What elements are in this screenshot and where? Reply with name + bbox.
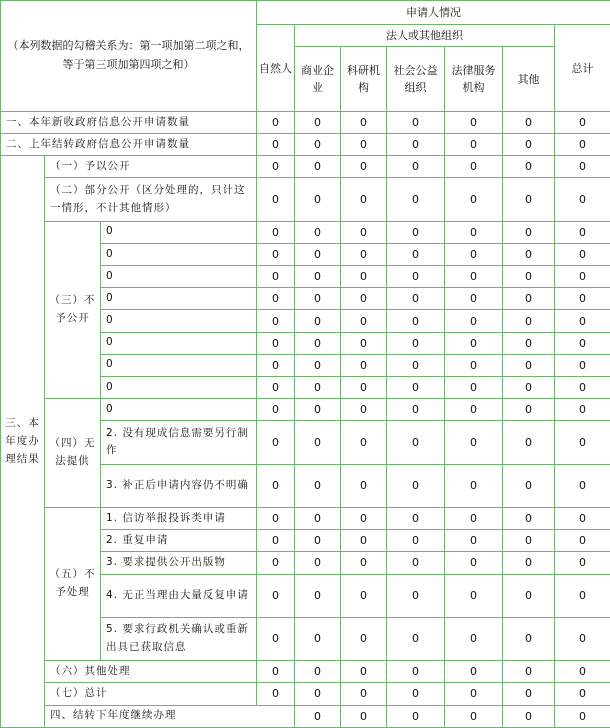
cell-value: 0	[295, 617, 341, 660]
cell-value: 0	[257, 310, 295, 332]
cell-value: 0	[445, 376, 503, 398]
table-row	[1, 705, 610, 727]
cell-value: 0	[445, 243, 503, 265]
sub-label: 0	[101, 221, 257, 243]
cell-value: 0	[341, 376, 387, 398]
cell-value: 0	[555, 530, 610, 552]
cell-value: 0	[503, 399, 555, 421]
cell-value: 0	[555, 332, 610, 354]
cell-value: 0	[503, 617, 555, 660]
cell-value: 0	[341, 243, 387, 265]
cell-value: 0	[503, 574, 555, 617]
cell-value: 0	[295, 530, 341, 552]
cell-value: 0	[257, 221, 295, 243]
table-row	[1, 221, 610, 243]
cell-value: 0	[555, 243, 610, 265]
cell-value: 0	[503, 221, 555, 243]
cell-value: 0	[503, 156, 555, 178]
header-commercial: 商业企业	[295, 47, 341, 112]
header-note: （本列数据的勾稽关系为：第一项加第二项之和，等于第三项加第四项之和）	[1, 1, 257, 112]
cell-value: 0	[257, 354, 295, 376]
cell-value: 0	[503, 661, 555, 683]
cell-value: 0	[503, 683, 555, 705]
cell-value: 0	[555, 354, 610, 376]
cell-value: 0	[555, 683, 610, 705]
group-3-label: （三）不予公开	[45, 221, 101, 398]
cell-value: 0	[295, 507, 341, 529]
cell-value: 0	[387, 705, 445, 727]
cell-value: 0	[445, 617, 503, 660]
cell-value: 0	[295, 221, 341, 243]
cell-value: 0	[445, 464, 503, 507]
cell-value: 0	[555, 617, 610, 660]
cell-value: 0	[341, 464, 387, 507]
header-total: 总计	[555, 25, 610, 112]
cell-value: 0	[341, 683, 387, 705]
cell-value: 0	[387, 574, 445, 617]
sub-label: 0	[101, 310, 257, 332]
cell-value: 0	[445, 574, 503, 617]
cell-value: 0	[341, 266, 387, 288]
table-row	[1, 683, 610, 705]
sub-label: 1. 信访举报投诉类申请	[101, 507, 257, 529]
cell-value: 0	[387, 243, 445, 265]
cell-value: 0	[503, 552, 555, 574]
cell-value: 0	[257, 399, 295, 421]
cell-value: 0	[555, 421, 610, 464]
header-applicant-situation: 申请人情况	[257, 1, 610, 25]
cell-value: 0	[503, 111, 555, 133]
cell-value: 0	[295, 705, 341, 727]
cell-value: 0	[341, 399, 387, 421]
cell-value: 0	[387, 178, 445, 221]
cell-value: 0	[503, 266, 555, 288]
cell-value: 0	[503, 376, 555, 398]
cell-value: 0	[445, 134, 503, 156]
cell-value: 0	[387, 310, 445, 332]
sub-label: 2. 没有现成信息需要另行制作	[101, 421, 257, 464]
cell-value: 0	[503, 507, 555, 529]
cell-value: 0	[295, 399, 341, 421]
cell-value: 0	[257, 507, 295, 529]
sub-label: 0	[101, 332, 257, 354]
table-row	[1, 661, 610, 683]
row-label: （二）部分公开（区分处理的，只计这一情形，不计其他情形）	[45, 178, 257, 221]
cell-value: 0	[445, 661, 503, 683]
cell-value: 0	[503, 705, 555, 727]
table-row	[1, 178, 610, 221]
cell-value: 0	[295, 421, 341, 464]
cell-value: 0	[445, 507, 503, 529]
cell-value: 0	[445, 310, 503, 332]
cell-value: 0	[341, 178, 387, 221]
cell-value: 0	[341, 530, 387, 552]
sub-label: 0	[101, 354, 257, 376]
sub-label: 3. 要求提供公开出版物	[101, 552, 257, 574]
cell-value: 0	[503, 530, 555, 552]
header-natural-person: 自然人	[257, 25, 295, 112]
cell-value: 0	[257, 243, 295, 265]
cell-value: 0	[257, 421, 295, 464]
cell-value: 0	[387, 332, 445, 354]
cell-value: 0	[295, 266, 341, 288]
cell-value: 0	[387, 507, 445, 529]
cell-value: 0	[387, 552, 445, 574]
cell-value: 0	[341, 661, 387, 683]
cell-value: 0	[445, 221, 503, 243]
cell-value: 0	[503, 134, 555, 156]
row-label: 二、上年结转政府信息公开申请数量	[1, 134, 257, 156]
sub-label: 0	[101, 376, 257, 398]
row-label: 四、结转下年度继续办理	[45, 705, 295, 727]
cell-value: 0	[295, 354, 341, 376]
cell-value: 0	[257, 552, 295, 574]
cell-value: 0	[387, 464, 445, 507]
cell-value: 0	[341, 111, 387, 133]
cell-value: 0	[257, 574, 295, 617]
table-row	[1, 156, 610, 178]
cell-value: 0	[555, 552, 610, 574]
cell-value: 0	[341, 156, 387, 178]
cell-value: 0	[341, 288, 387, 310]
sub-label: 5. 要求行政机关确认或重新出具已获取信息	[101, 617, 257, 660]
cell-value: 0	[295, 310, 341, 332]
cell-value: 0	[555, 399, 610, 421]
cell-value: 0	[387, 530, 445, 552]
cell-value: 0	[387, 221, 445, 243]
row-label: 一、本年新收政府信息公开申请数量	[1, 111, 257, 133]
cell-value: 0	[257, 111, 295, 133]
cell-value: 0	[555, 507, 610, 529]
cell-value: 0	[295, 332, 341, 354]
cell-value: 0	[445, 288, 503, 310]
cell-value: 0	[503, 421, 555, 464]
cell-value: 0	[387, 376, 445, 398]
cell-value: 0	[257, 288, 295, 310]
cell-value: 0	[257, 530, 295, 552]
cell-value: 0	[295, 288, 341, 310]
sub-label: 0	[101, 399, 257, 421]
cell-value: 0	[555, 288, 610, 310]
row-label: （六）其他处理	[45, 661, 257, 683]
header-legal-group: 法人或其他组织	[295, 25, 555, 47]
table-row	[1, 134, 610, 156]
cell-value: 0	[387, 156, 445, 178]
cell-value: 0	[295, 178, 341, 221]
group-5-label: （五）不予处理	[45, 507, 101, 660]
cell-value: 0	[555, 310, 610, 332]
cell-value: 0	[295, 574, 341, 617]
cell-value: 0	[445, 552, 503, 574]
cell-value: 0	[555, 111, 610, 133]
cell-value: 0	[445, 421, 503, 464]
cell-value: 0	[445, 178, 503, 221]
row-label: （一）予以公开	[45, 156, 257, 178]
cell-value: 0	[503, 464, 555, 507]
cell-value: 0	[445, 705, 503, 727]
cell-value: 0	[295, 111, 341, 133]
cell-value: 0	[387, 399, 445, 421]
cell-value: 0	[295, 683, 341, 705]
cell-value: 0	[555, 221, 610, 243]
cell-value: 0	[341, 221, 387, 243]
cell-value: 0	[387, 421, 445, 464]
table-row	[1, 111, 610, 133]
header-legal-service: 法律服务机构	[445, 47, 503, 112]
cell-value: 0	[257, 661, 295, 683]
cell-value: 0	[257, 332, 295, 354]
cell-value: 0	[295, 552, 341, 574]
group-4-label: （四）无法提供	[45, 399, 101, 508]
cell-value: 0	[295, 376, 341, 398]
cell-value: 0	[555, 464, 610, 507]
cell-value: 0	[387, 266, 445, 288]
cell-value: 0	[445, 530, 503, 552]
sub-label: 0	[101, 266, 257, 288]
sub-label: 0	[101, 243, 257, 265]
cell-value: 0	[257, 178, 295, 221]
cell-value: 0	[445, 156, 503, 178]
cell-value: 0	[387, 683, 445, 705]
cell-value: 0	[387, 617, 445, 660]
cell-value: 0	[555, 574, 610, 617]
table-row	[1, 399, 610, 421]
cell-value: 0	[257, 683, 295, 705]
cell-value: 0	[341, 552, 387, 574]
cell-value: 0	[341, 421, 387, 464]
cell-value: 0	[555, 156, 610, 178]
cell-value: 0	[257, 464, 295, 507]
cell-value: 0	[445, 332, 503, 354]
section-3-label: 三、本年度办理结果	[1, 156, 45, 728]
cell-value: 0	[341, 310, 387, 332]
cell-value: 0	[257, 156, 295, 178]
cell-value: 0	[257, 376, 295, 398]
cell-value: 0	[503, 310, 555, 332]
cell-value: 0	[387, 354, 445, 376]
table-row	[1, 507, 610, 529]
cell-value: 0	[257, 134, 295, 156]
cell-value: 0	[295, 134, 341, 156]
cell-value: 0	[295, 464, 341, 507]
cell-value: 0	[503, 178, 555, 221]
cell-value: 0	[503, 288, 555, 310]
cell-value: 0	[445, 111, 503, 133]
cell-value: 0	[295, 661, 341, 683]
cell-value: 0	[257, 617, 295, 660]
cell-value: 0	[387, 111, 445, 133]
sub-label: 3. 补正后申请内容仍不明确	[101, 464, 257, 507]
header-other: 其他	[503, 47, 555, 112]
cell-value: 0	[445, 683, 503, 705]
cell-value: 0	[445, 399, 503, 421]
cell-value: 0	[341, 134, 387, 156]
cell-value: 0	[341, 354, 387, 376]
cell-value: 0	[445, 354, 503, 376]
header-research: 科研机构	[341, 47, 387, 112]
cell-value: 0	[445, 266, 503, 288]
sub-label: 4. 无正当理由大量反复申请	[101, 574, 257, 617]
cell-value: 0	[341, 332, 387, 354]
cell-value: 0	[555, 178, 610, 221]
cell-value: 0	[387, 134, 445, 156]
sub-label: 0	[101, 288, 257, 310]
cell-value: 0	[341, 507, 387, 529]
cell-value: 0	[503, 354, 555, 376]
cell-value: 0	[387, 288, 445, 310]
sub-label: 2. 重复申请	[101, 530, 257, 552]
cell-value: 0	[503, 243, 555, 265]
header-social-welfare: 社会公益组织	[387, 47, 445, 112]
cell-value: 0	[555, 376, 610, 398]
cell-value: 0	[295, 243, 341, 265]
cell-value: 0	[387, 661, 445, 683]
cell-value: 0	[341, 574, 387, 617]
cell-value: 0	[555, 705, 610, 727]
row-label: （七）总计	[45, 683, 257, 705]
cell-value: 0	[295, 156, 341, 178]
cell-value: 0	[341, 617, 387, 660]
cell-value: 0	[555, 134, 610, 156]
cell-value: 0	[555, 661, 610, 683]
cell-value: 0	[257, 266, 295, 288]
cell-value: 0	[555, 266, 610, 288]
cell-value: 0	[341, 705, 387, 727]
cell-value: 0	[503, 332, 555, 354]
